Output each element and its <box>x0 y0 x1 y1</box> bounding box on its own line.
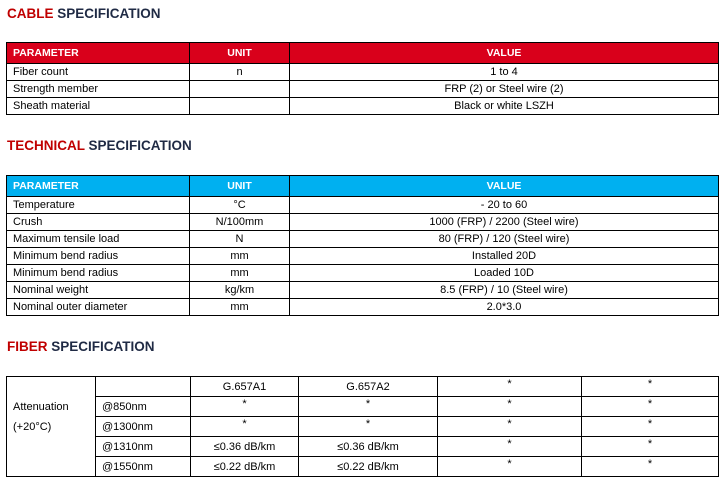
value-cell: * <box>438 397 582 417</box>
header-value: VALUE <box>290 43 719 64</box>
value-cell: 2.0*3.0 <box>290 299 719 316</box>
technical-spec-title-rest: SPECIFICATION <box>84 138 192 153</box>
param-cell: Crush <box>7 214 190 231</box>
condition-label: (+20°C) <box>7 417 96 437</box>
cable-spec-title <box>7 6 161 21</box>
value-cell: * <box>191 397 299 417</box>
table-header-row <box>7 377 719 397</box>
value-cell: Installed 20D <box>290 248 719 265</box>
table-row <box>7 417 719 437</box>
table-row <box>7 214 719 231</box>
param-cell: Fiber count <box>7 64 190 81</box>
blank-cell <box>7 437 96 457</box>
wavelength-cell: @1300nm <box>96 417 191 437</box>
header-parameter: PARAMETER <box>7 43 190 64</box>
unit-cell: kg/km <box>190 282 290 299</box>
table-row <box>7 231 719 248</box>
value-cell: ≤0.22 dB/km <box>191 457 299 477</box>
table-row <box>7 397 719 417</box>
technical-spec-title <box>7 138 192 153</box>
value-cell: Loaded 10D <box>290 265 719 282</box>
value-cell: 8.5 (FRP) / 10 (Steel wire) <box>290 282 719 299</box>
param-cell: Nominal outer diameter <box>7 299 190 316</box>
technical-spec-table <box>6 175 719 316</box>
table-row <box>7 248 719 265</box>
header-unit: UNIT <box>190 176 290 197</box>
unit-cell: N/100mm <box>190 214 290 231</box>
unit-cell <box>190 81 290 98</box>
technical-spec-title-highlight: TECHNICAL <box>7 138 85 153</box>
value-cell: Black or white LSZH <box>290 98 719 115</box>
value-cell: * <box>438 417 582 437</box>
attenuation-label: Attenuation <box>7 397 96 417</box>
param-cell: Minimum bend radius <box>7 265 190 282</box>
unit-cell: mm <box>190 265 290 282</box>
value-cell: * <box>299 397 438 417</box>
value-cell: 80 (FRP) / 120 (Steel wire) <box>290 231 719 248</box>
table-header-row <box>7 176 719 197</box>
table-row <box>7 457 719 477</box>
value-cell: - 20 to 60 <box>290 197 719 214</box>
fiber-spec-table <box>6 376 719 477</box>
value-cell: * <box>191 417 299 437</box>
table-row <box>7 282 719 299</box>
value-cell: * <box>438 457 582 477</box>
wavelength-cell: @850nm <box>96 397 191 417</box>
table-row <box>7 64 719 81</box>
param-cell: Maximum tensile load <box>7 231 190 248</box>
table-row <box>7 437 719 457</box>
header-parameter: PARAMETER <box>7 176 190 197</box>
unit-cell <box>190 98 290 115</box>
fiber-type-g657a1: G.657A1 <box>191 377 299 397</box>
table-row <box>7 299 719 316</box>
fiber-spec-title <box>7 339 155 354</box>
value-cell: FRP (2) or Steel wire (2) <box>290 81 719 98</box>
value-cell: * <box>299 417 438 437</box>
fiber-type-g657a2: G.657A2 <box>299 377 438 397</box>
header-value: VALUE <box>290 176 719 197</box>
param-cell: Temperature <box>7 197 190 214</box>
param-cell: Strength member <box>7 81 190 98</box>
unit-cell: °C <box>190 197 290 214</box>
cable-spec-title-highlight: CABLE <box>7 6 54 21</box>
unit-cell: mm <box>190 299 290 316</box>
value-cell: * <box>582 417 719 437</box>
table-header-row <box>7 43 719 64</box>
value-cell: ≤0.36 dB/km <box>191 437 299 457</box>
unit-cell: n <box>190 64 290 81</box>
cable-spec-table <box>6 42 719 115</box>
table-row <box>7 81 719 98</box>
blank-cell <box>7 457 96 477</box>
value-cell: 1 to 4 <box>290 64 719 81</box>
value-cell: * <box>582 457 719 477</box>
value-cell: * <box>438 437 582 457</box>
header-unit: UNIT <box>190 43 290 64</box>
fiber-type-placeholder: * <box>438 377 582 397</box>
param-cell: Nominal weight <box>7 282 190 299</box>
fiber-spec-title-highlight: FIBER <box>7 339 48 354</box>
fiber-type-placeholder: * <box>582 377 719 397</box>
unit-cell: N <box>190 231 290 248</box>
value-cell: ≤0.36 dB/km <box>299 437 438 457</box>
wavelength-cell: @1310nm <box>96 437 191 457</box>
param-cell: Sheath material <box>7 98 190 115</box>
blank-cell <box>96 377 191 397</box>
value-cell: 1000 (FRP) / 2200 (Steel wire) <box>290 214 719 231</box>
cable-spec-title-rest: SPECIFICATION <box>53 6 161 21</box>
table-row <box>7 265 719 282</box>
table-row <box>7 98 719 115</box>
value-cell: * <box>582 437 719 457</box>
wavelength-cell: @1550nm <box>96 457 191 477</box>
param-cell: Minimum bend radius <box>7 248 190 265</box>
blank-cell <box>7 377 96 397</box>
table-row <box>7 197 719 214</box>
value-cell: ≤0.22 dB/km <box>299 457 438 477</box>
value-cell: * <box>582 397 719 417</box>
unit-cell: mm <box>190 248 290 265</box>
fiber-spec-title-rest: SPECIFICATION <box>47 339 155 354</box>
